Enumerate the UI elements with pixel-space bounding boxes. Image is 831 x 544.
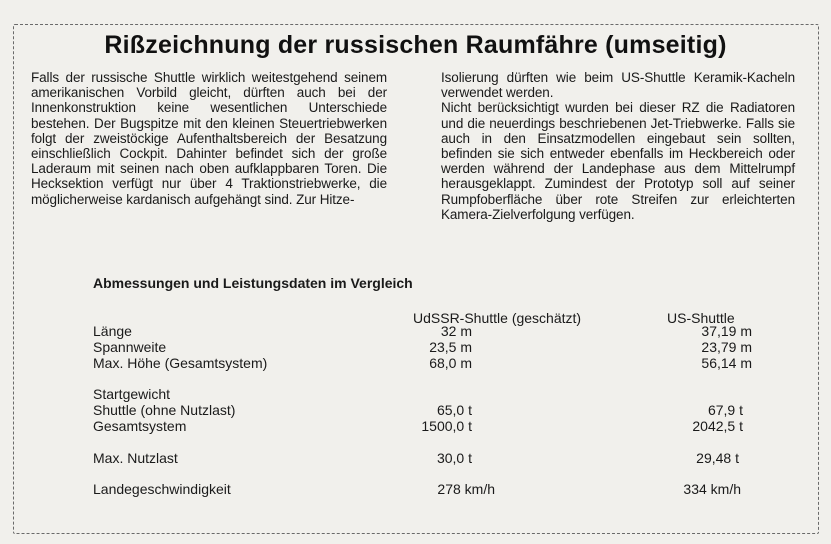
value-us: 2042,5 t xyxy=(692,418,743,434)
text-column-left xyxy=(31,70,387,207)
body-paragraph: Isolierung dürften wie beim US-Shuttle Keramik-Kacheln verwendet werden. xyxy=(441,70,795,101)
value-us: 56,14 m xyxy=(701,355,752,371)
row-label: Shuttle (ohne Nutzlast) xyxy=(93,402,236,418)
text-column-right xyxy=(441,70,795,222)
value-us: 334 km/h xyxy=(683,481,741,497)
value-us: 37,19 m xyxy=(701,323,752,339)
article-title: Rißzeichnung der russischen Raumfähre (umseitig) xyxy=(104,31,727,59)
value-udssr: 65,0 t xyxy=(436,402,472,418)
value-udssr: 278 km/h xyxy=(437,481,495,497)
row-label: Spannweite xyxy=(93,339,167,355)
column-header-us: US-Shuttle xyxy=(667,310,735,326)
row-label: Länge xyxy=(93,323,132,339)
body-paragraph: Nicht berücksichtigt wurden bei dieser RZ die Radiatoren und die neuerdings beschriebenen Jet-Triebwerke. Falls sie auch in den Einsatzmodellen eingebaut sein sollten, befinden sie sich entweder ebenfalls im Heckbereich oder werden während der Landephase aus dem Mittelrumpf herausgeklappt. Zumindest der Prototyp soll auf seiner Rumpfoberfläche über rote Streifen zur erleichterten Kamera-Zielverfolgung verfügen. xyxy=(441,100,795,222)
value-us: 67,9 t xyxy=(707,402,743,418)
table-heading: Abmessungen und Leistungsdaten im Vergleich xyxy=(93,275,413,291)
row-label: Startgewicht xyxy=(93,386,171,402)
value-udssr: 23,5 m xyxy=(429,339,472,355)
value-us: 23,79 m xyxy=(701,339,752,355)
value-udssr: 30,0 t xyxy=(436,450,472,466)
body-paragraph: Falls der russische Shuttle wirklich weitestgehend seinem amerikanischen Vorbild gleicht, dürften auch bei der Innenkonstruktion keine wesentlichen Unterschiede bestehen. Der Bugspitze mit den kleinen Steuertriebwerken folgt der zweistöckige Aufenthaltsbereich der Besatzung einschließlich Cockpit. Dahinter befindet sich der große Laderaum mit seinen nach oben aufklappbaren Toren. Die Hecksektion verfügt nur über 4 Traktionstriebwerke, die möglicherweise kardanisch aufgehängt sind. Zur Hitze- xyxy=(31,70,387,207)
value-udssr: 1500,0 t xyxy=(421,418,472,434)
column-header-udssr: UdSSR-Shuttle (geschätzt) xyxy=(413,310,582,326)
value-us: 29,48 t xyxy=(696,450,739,466)
row-label: Max. Höhe (Gesamtsystem) xyxy=(93,355,268,371)
row-label: Landegeschwindigkeit xyxy=(93,481,231,497)
row-label: Gesamtsystem xyxy=(93,418,187,434)
value-udssr: 32 m xyxy=(440,323,472,339)
row-label: Max. Nutzlast xyxy=(93,450,178,466)
value-udssr: 68,0 m xyxy=(429,355,472,371)
